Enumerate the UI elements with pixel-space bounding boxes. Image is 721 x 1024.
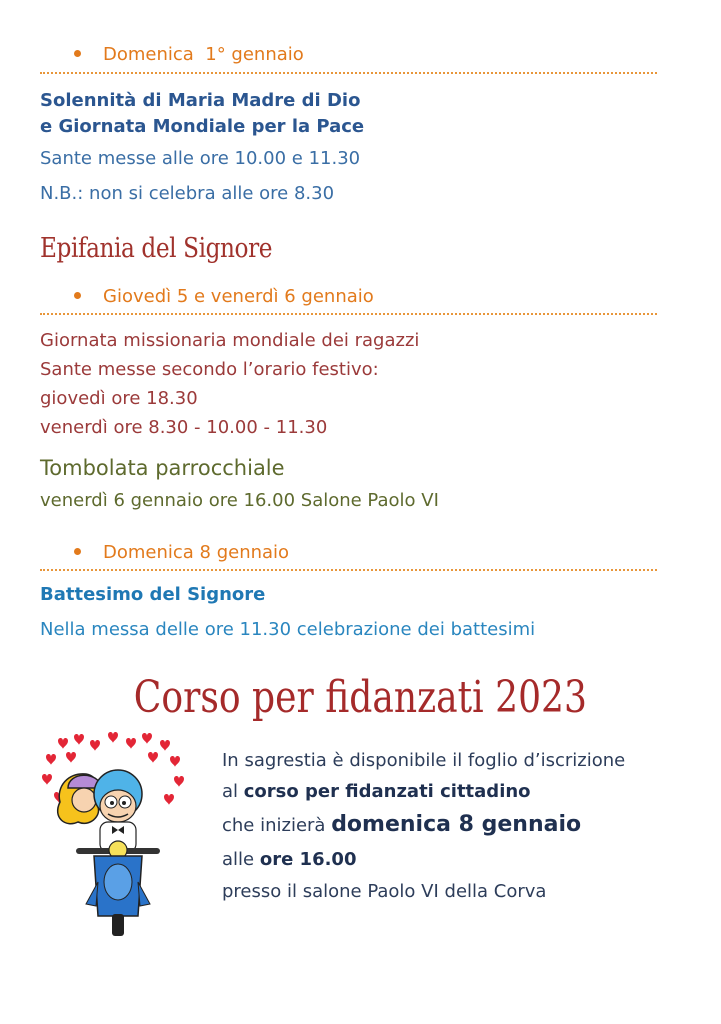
heart-icon bbox=[174, 776, 184, 787]
tombolata-title: Tombolata parrocchiale bbox=[40, 456, 285, 480]
corso-line-iscrizione: In sagrestia è disponibile il foglio d’iscrizione bbox=[222, 750, 626, 771]
corso-title bbox=[0, 672, 721, 723]
dotted-divider bbox=[40, 313, 657, 315]
title-maria-madre: Solennità di Maria Madre di Dio bbox=[40, 90, 361, 111]
dotted-divider bbox=[40, 72, 657, 74]
title-giornata-pace: e Giornata Mondiale per la Pace bbox=[40, 116, 365, 137]
heart-icon bbox=[46, 754, 56, 765]
dotted-divider bbox=[40, 569, 657, 571]
heart-icon bbox=[142, 733, 152, 744]
date-text: Domenica 1° gennaio bbox=[103, 44, 304, 65]
corso-line-inizio bbox=[222, 812, 581, 837]
heart-icon bbox=[66, 752, 76, 763]
couple-on-scooter-illustration bbox=[38, 732, 188, 940]
heart-icon bbox=[170, 756, 180, 767]
corso-line2-bold: corso per fidanzati cittadino bbox=[243, 781, 531, 802]
corso-line3-bold: domenica 8 gennaio bbox=[331, 812, 582, 837]
heading-epifania: Epifania del Signore bbox=[40, 233, 273, 264]
battesimi-info: Nella messa delle ore 11.30 celebrazione dei battesimi bbox=[40, 619, 536, 640]
corso-line3-pre: che inizierà bbox=[222, 815, 332, 836]
title-battesimo: Battesimo del Signore bbox=[40, 584, 266, 605]
corso-line-ora bbox=[222, 849, 356, 870]
date-text: Domenica 8 gennaio bbox=[103, 542, 290, 563]
heart-icon bbox=[126, 738, 136, 749]
venerdi-orario: venerdì ore 8.30 - 10.00 - 11.30 bbox=[40, 417, 328, 438]
heart-icon bbox=[74, 734, 84, 745]
heart-icon bbox=[42, 774, 52, 785]
corso-line-cittadino bbox=[222, 781, 531, 802]
bullet-icon bbox=[74, 50, 81, 57]
tombolata-info: venerdì 6 gennaio ore 16.00 Salone Paolo VI bbox=[40, 490, 439, 511]
corso-line-luogo: presso il salone Paolo VI della Corva bbox=[222, 881, 547, 902]
messe-orario: Sante messe alle ore 10.00 e 11.30 bbox=[40, 148, 361, 169]
heart-icon bbox=[90, 740, 100, 751]
corso-line4-pre: alle bbox=[222, 849, 260, 870]
heart-icon bbox=[108, 732, 118, 743]
bullet-icon bbox=[74, 292, 81, 299]
corso-line4-bold: ore 16.00 bbox=[259, 849, 357, 870]
date-text: Giovedì 5 e venerdì 6 gennaio bbox=[103, 286, 374, 307]
corso-line2-pre: al bbox=[222, 781, 244, 802]
date-domenica-1-gennaio bbox=[74, 44, 304, 65]
date-domenica-8-gennaio bbox=[74, 542, 289, 563]
heart-icon bbox=[164, 794, 174, 805]
nota-orario: N.B.: non si celebra alle ore 8.30 bbox=[40, 183, 335, 204]
giovedi-orario: giovedì ore 18.30 bbox=[40, 388, 198, 409]
heart-icon bbox=[160, 740, 170, 751]
date-giovedi-venerdi bbox=[74, 286, 374, 307]
heart-icon bbox=[148, 752, 158, 763]
bullet-icon bbox=[74, 548, 81, 555]
corso-title-text: Corso per fidanzati 2023 bbox=[133, 672, 588, 723]
messe-festivo: Sante messe secondo l’orario festivo: bbox=[40, 359, 379, 380]
heart-icon bbox=[58, 738, 68, 749]
giornata-missionaria: Giornata missionaria mondiale dei ragazzi bbox=[40, 330, 420, 351]
